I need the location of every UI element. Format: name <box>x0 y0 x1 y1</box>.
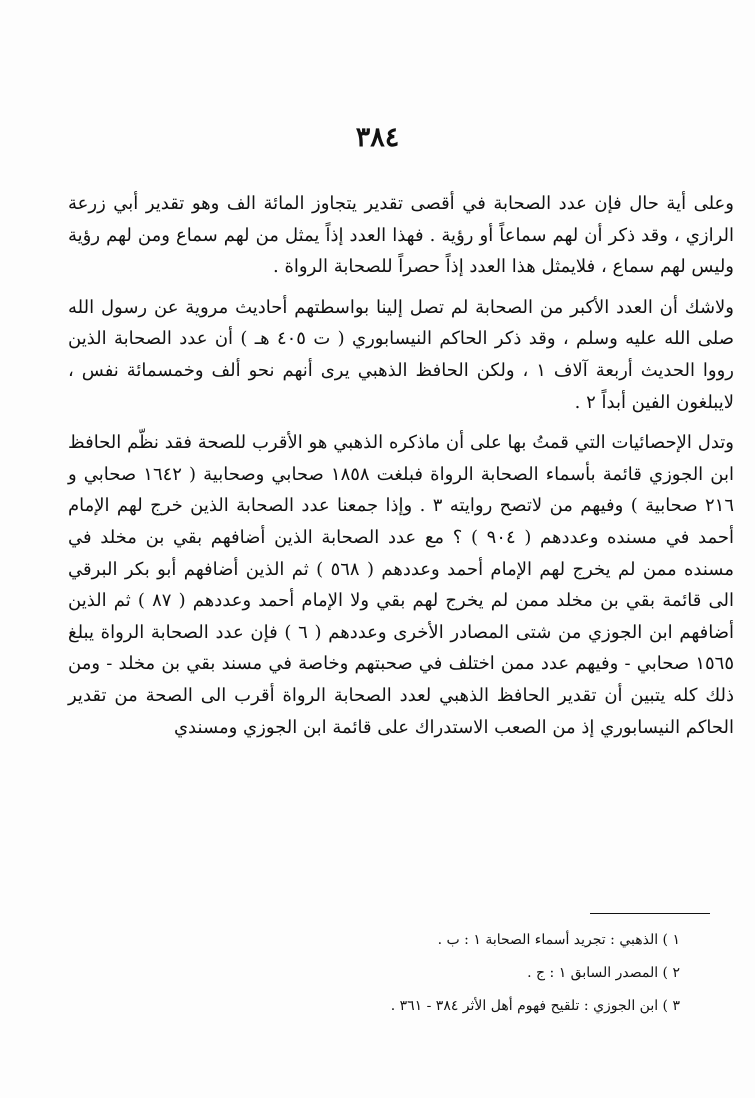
paragraph-3: وتدل الإحصائيات التي قمتُ بها على أن ماذكره الذهبي هو الأقرب للصحة فقد نظّم الحافظ ابن الجوزي قائمة بأسماء الصحابة الرواة فبلغت ١٨٥٨ صحابي وصحابية ( ١٦٤٢ صحابي و ٢١٦ صحابية ) وفيهم من لاتصح روايته ٣ . وإذا جمعنا عدد الصحابة الذين خرج لهم الإمام أحمد في مسنده وعددهم ( ٩٠٤ ) ؟ مع عدد الصحابة الذين أضافهم بقي بن مخلد في مسنده ممن لم يخرج لهم الإمام أحمد وعددهم ( ٥٦٨ ) ثم الذين أضافهم أبو بكر البرقي الى قائمة بقي بن مخلد ممن لم يخرج لهم بقي ولا الإمام أحمد وعددهم ( ٨٧ ) ثم الذين أضافهم ابن الجوزي من شتى المصادر الأخرى وعددهم ( ٦ ) فإن عدد الصحابة الرواة يبلغ ١٥٦٥ صحابي - وفيهم عدد ممن اختلف في صحبتهم وخاصة في مسند بقي بن مخلد - ومن ذلك كله يتبين أن تقدير الحافظ الذهبي لعدد الصحابة الرواة أقرب الى الصحة من تقدير الحاكم النيسابوري إذ من الصعب الاستدراك على قائمة ابن الجوزي ومسندي <box>68 432 735 738</box>
footnote-3: ٣ ) ابن الجوزي : تلقيح فهوم أهل الأثر ٣٨٤ - ٣٦١ . <box>390 998 680 1014</box>
paragraph-1: وعلى أية حال فإن عدد الصحابة في أقصى تقدير يتجاوز المائة الف وهو تقدير أبي زرعة الرازي ، وقد ذكر أن لهم سماعاً أو رؤية . فهذا العدد إذاً يمثل من لهم سماع ومن لهم رؤية وليس لهم سماع ، فلايمثل هذا العدد إذاً حصراً للصحابة الرواة . <box>68 193 734 278</box>
footnote-2: ٢ ) المصدر السابق ١ : ج . <box>527 965 680 981</box>
main-text <box>68 188 734 752</box>
footnote-1: ١ ) الذهبي : تجريد أسماء الصحابة ١ : ب . <box>437 932 680 948</box>
footnotes <box>300 924 680 1023</box>
footnote-separator <box>590 913 710 914</box>
page-number: ٣٨٤ <box>355 122 400 153</box>
paragraph-2: ولاشك أن العدد الأكبر من الصحابة لم تصل إلينا بواسطتهم أحاديث مروية عن رسول الله صلى الله عليه وسلم ، وقد ذكر الحاكم النيسابوري ( ت ٤٠٥ هـ ) أن عدد الصحابة الذين رووا الحديث أربعة آلاف ١ ، ولكن الحافظ الذهبي يرى أنهم نحو ألف وخمسمائة نفس ، لايبلغون الفين أبداً ٢ . <box>68 296 735 413</box>
